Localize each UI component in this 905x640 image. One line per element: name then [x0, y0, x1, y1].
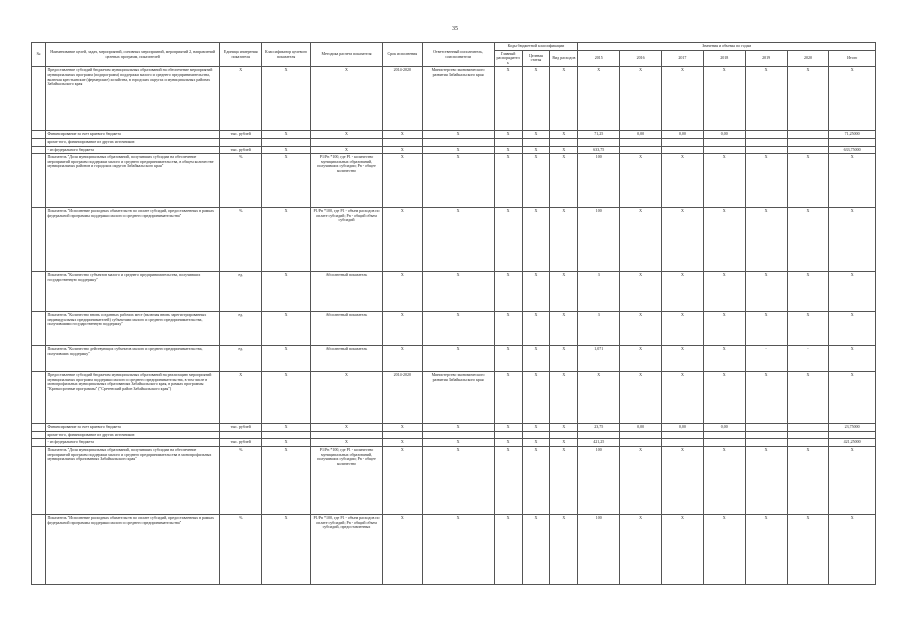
row-total: 71,25000 [829, 131, 876, 139]
row-year-value [578, 431, 620, 439]
row-term: X [383, 146, 423, 154]
row-year-value: 3 [578, 272, 620, 312]
row-year-value: X [620, 67, 662, 131]
row-total: X [829, 514, 876, 584]
row-expense-type: X [550, 446, 578, 514]
row-unit: % [220, 154, 262, 208]
row-year-value: X [703, 446, 745, 514]
table-row [32, 446, 876, 514]
row-attribute: X [262, 514, 311, 584]
row-expense-type: X [550, 272, 578, 312]
row-num [32, 67, 46, 131]
row-year-value: X [620, 346, 662, 372]
header-year: 2015 [578, 50, 620, 67]
table-row [32, 424, 876, 432]
row-term [383, 138, 423, 146]
table-row [32, 312, 876, 346]
row-expense-type: X [550, 67, 578, 131]
table-row [32, 67, 876, 131]
row-method: X [310, 67, 382, 131]
row-method: P1/Pn *100, где P1 - объем расходов по оплате субсидий; Pn - общий объем субсидий [310, 208, 382, 272]
row-year-value [661, 138, 703, 146]
row-year-value: 633,75 [578, 146, 620, 154]
row-method: P1/Pn *100, где P1 - количество муниципальных образований, получивших субсидии; Pn - общее количество [310, 154, 382, 208]
header-method: Методика расчета показателя [310, 43, 382, 67]
row-main-manager: X [494, 146, 522, 154]
row-unit: тыс. рублей [220, 146, 262, 154]
row-expense-type [550, 138, 578, 146]
row-attribute [262, 431, 311, 439]
row-name: кроме того, финансирование из других источников: [45, 138, 219, 146]
row-year-value: 100 [578, 446, 620, 514]
row-main-manager: X [494, 424, 522, 432]
row-year-value: X [661, 372, 703, 424]
row-year-value: 100 [578, 514, 620, 584]
row-total [829, 431, 876, 439]
row-executor: X [422, 312, 494, 346]
row-total: X [829, 208, 876, 272]
row-year-value: X [703, 208, 745, 272]
row-year-value: X [787, 514, 829, 584]
table-row [32, 272, 876, 312]
row-total: X [829, 154, 876, 208]
row-expense-type: X [550, 208, 578, 272]
row-method: X [310, 439, 382, 447]
row-attribute [262, 138, 311, 146]
row-year-value [703, 138, 745, 146]
row-total: X [829, 372, 876, 424]
row-main-manager: X [494, 272, 522, 312]
header-expense-type: Вид расходов [550, 50, 578, 67]
table-row [32, 431, 876, 439]
row-executor: X [422, 208, 494, 272]
row-main-manager: X [494, 67, 522, 131]
row-term: X [383, 446, 423, 514]
row-year-value: X [703, 67, 745, 131]
row-executor: X [422, 514, 494, 584]
row-method [310, 138, 382, 146]
row-main-manager: X [494, 439, 522, 447]
row-year-value [661, 146, 703, 154]
header-main-manager: Главный распорядитель [494, 50, 522, 67]
row-unit: % [220, 446, 262, 514]
header-values-group: Значения и объемы по годам [578, 43, 876, 51]
row-section: X [522, 146, 550, 154]
row-year-value [745, 131, 787, 139]
row-attribute: X [262, 439, 311, 447]
row-year-value [787, 439, 829, 447]
row-year-value [703, 146, 745, 154]
row-year-value: X [787, 67, 829, 131]
row-term: X [383, 131, 423, 139]
row-term: X [383, 208, 423, 272]
row-expense-type: X [550, 372, 578, 424]
row-term: X [383, 346, 423, 372]
row-year-value: X [703, 514, 745, 584]
row-year-value: X [787, 372, 829, 424]
row-attribute: X [262, 446, 311, 514]
row-expense-type: X [550, 424, 578, 432]
row-total [829, 138, 876, 146]
header-term: Срок исполнения [383, 43, 423, 67]
row-expense-type: X [550, 154, 578, 208]
row-year-value: X [703, 372, 745, 424]
row-year-value: X [745, 372, 787, 424]
row-main-manager: X [494, 346, 522, 372]
row-year-value: X [703, 272, 745, 312]
row-year-value [745, 146, 787, 154]
row-term: 2014-2020 [383, 67, 423, 131]
row-year-value [787, 424, 829, 432]
row-year-value: 0,00 [703, 424, 745, 432]
table-row [32, 208, 876, 272]
row-year-value [787, 138, 829, 146]
row-executor [422, 431, 494, 439]
row-year-value: X [745, 514, 787, 584]
row-attribute: X [262, 208, 311, 272]
row-executor: X [422, 446, 494, 514]
row-year-value [745, 439, 787, 447]
table-row [32, 154, 876, 208]
row-attribute: X [262, 272, 311, 312]
header-year: 2016 [620, 50, 662, 67]
row-unit: X [220, 372, 262, 424]
row-attribute: X [262, 312, 311, 346]
row-total: 23,75000 [829, 424, 876, 432]
row-section: X [522, 272, 550, 312]
row-name: Показатель "Исполнение расходных обязательств по оплате субсидий, предоставленных в рамках федеральной программы поддержки малого и среднего предпринимательства" [45, 208, 219, 272]
header-year: 2020 [787, 50, 829, 67]
row-year-value [787, 146, 829, 154]
row-section [522, 431, 550, 439]
row-year-value: - [787, 346, 829, 372]
row-main-manager: X [494, 131, 522, 139]
row-executor: Министерство экономического развития Забайкальского края [422, 372, 494, 424]
row-year-value: X [787, 208, 829, 272]
row-executor: X [422, 146, 494, 154]
table-row [32, 138, 876, 146]
row-section: X [522, 131, 550, 139]
row-year-value: X [620, 208, 662, 272]
header-section: Целевая статья [522, 50, 550, 67]
row-total: X [829, 67, 876, 131]
row-num [32, 272, 46, 312]
row-year-value: X [661, 346, 703, 372]
row-expense-type: X [550, 514, 578, 584]
program-table [31, 42, 876, 585]
row-year-value: X [745, 208, 787, 272]
row-section: X [522, 514, 550, 584]
row-year-value: X [787, 446, 829, 514]
row-year-value: 0,00 [661, 424, 703, 432]
row-name: - из федерального бюджета [45, 439, 219, 447]
table-row [32, 346, 876, 372]
row-term: X [383, 439, 423, 447]
row-year-value [661, 439, 703, 447]
row-year-value: X [620, 154, 662, 208]
row-term: X [383, 514, 423, 584]
row-year-value: X [745, 272, 787, 312]
row-unit: ед. [220, 312, 262, 346]
row-term: 2014-2020 [383, 372, 423, 424]
row-name: Показатель "Доля муниципальных образований, получивших субсидии на обеспечение мероприятий программ поддержки малого и среднего предпринимательства в монопрофильных муниципальных образованиях Забайкальского края" [45, 446, 219, 514]
row-executor: X [422, 154, 494, 208]
header-source-group: Коды бюджетной классификации [494, 43, 578, 51]
row-unit [220, 138, 262, 146]
table-header [32, 43, 876, 67]
row-expense-type [550, 431, 578, 439]
row-section: X [522, 67, 550, 131]
row-section: X [522, 346, 550, 372]
row-year-value: 100 [578, 208, 620, 272]
row-year-value [661, 431, 703, 439]
row-unit: ед. [220, 346, 262, 372]
row-section: X [522, 208, 550, 272]
header-unit: Единица измерения показателя [220, 43, 262, 67]
row-num [32, 424, 46, 432]
row-num [32, 346, 46, 372]
row-unit: % [220, 514, 262, 584]
row-name: Предоставление субсидий бюджетам муниципальных образований на обеспечение мероприятий муниципальных программ (подпрограмм) поддержки малого и среднего предпринимательства, включая крестьянские (фермерские) хозяйства, в городских округах и муниципальных районах Забайкальского края [45, 67, 219, 131]
row-name: Показатель "Доля муниципальных образований, получивших субсидии на обеспечение мероприятий программ поддержки малого и среднего предпринимательства, в общем количестве муниципальных районов и городских округов Забайкальского края" [45, 154, 219, 208]
row-name: Показатель "Количество действующих субъектов малого и среднего предпринимательства, получивших поддержку" [45, 346, 219, 372]
row-expense-type: X [550, 312, 578, 346]
row-total: X [829, 312, 876, 346]
row-year-value [745, 138, 787, 146]
row-attribute: X [262, 424, 311, 432]
row-num [32, 431, 46, 439]
row-executor: X [422, 439, 494, 447]
row-section: X [522, 446, 550, 514]
row-year-value: X [661, 208, 703, 272]
row-num [32, 439, 46, 447]
row-year-value: X [745, 312, 787, 346]
row-year-value: X [578, 67, 620, 131]
row-method: X [310, 372, 382, 424]
page-number: 35 [452, 26, 458, 32]
row-executor: X [422, 131, 494, 139]
row-year-value: 1,071 [578, 346, 620, 372]
row-year-value [787, 131, 829, 139]
row-year-value: 3 [578, 312, 620, 346]
row-unit: ед. [220, 272, 262, 312]
row-year-value [745, 431, 787, 439]
row-term: X [383, 424, 423, 432]
row-attribute: X [262, 154, 311, 208]
row-method: Абсолютный показатель [310, 312, 382, 346]
table-body [32, 67, 876, 585]
row-year-value: X [620, 372, 662, 424]
row-num [32, 372, 46, 424]
row-method: P1/Pn *100, где P1 - количество муниципальных образований, получивших субсидии; Pn - общее количество [310, 446, 382, 514]
row-total: X [829, 446, 876, 514]
row-year-value: X [745, 446, 787, 514]
header-executor: Ответственный исполнитель, соисполнители [422, 43, 494, 67]
row-main-manager [494, 138, 522, 146]
row-total: 421,25000 [829, 439, 876, 447]
row-year-value [620, 439, 662, 447]
row-main-manager: X [494, 208, 522, 272]
row-total: X [829, 272, 876, 312]
row-term: X [383, 272, 423, 312]
row-method: X [310, 146, 382, 154]
row-name: Предоставление субсидий бюджетам муниципальных образований на реализацию мероприятий муниципальных программ поддержки малого и среднего предпринимательства, в том числе в монопрофильных муниципальных образованиях Забайкальского края, в рамках программы "Краткосрочные программы" ("Сретенский район Забайкальского края") [45, 372, 219, 424]
row-year-value: 0,00 [620, 131, 662, 139]
row-unit: тыс. рублей [220, 424, 262, 432]
row-year-value [578, 138, 620, 146]
row-section: X [522, 372, 550, 424]
row-expense-type: X [550, 439, 578, 447]
table-row [32, 131, 876, 139]
row-attribute: X [262, 131, 311, 139]
row-method: Абсолютный показатель [310, 272, 382, 312]
row-name: Финансирование за счет краевого бюджета [45, 131, 219, 139]
row-unit: тыс. рублей [220, 439, 262, 447]
row-year-value: X [787, 154, 829, 208]
row-year-value: X [661, 446, 703, 514]
row-num [32, 312, 46, 346]
row-year-value: X [703, 312, 745, 346]
row-year-value: X [661, 67, 703, 131]
row-method: P1/Pn *100, где P1 - объем расходов по оплате субсидий; Pn - общий объем субсидий, предоставленных [310, 514, 382, 584]
row-year-value: X [745, 154, 787, 208]
row-section: X [522, 312, 550, 346]
row-total: X [829, 346, 876, 372]
row-method: Абсолютный показатель [310, 346, 382, 372]
row-year-value: X [661, 312, 703, 346]
row-year-value: X [661, 154, 703, 208]
header-year: 2018 [703, 50, 745, 67]
row-executor: X [422, 424, 494, 432]
row-method: X [310, 424, 382, 432]
row-year-value: X [620, 312, 662, 346]
row-num [32, 138, 46, 146]
row-method: X [310, 131, 382, 139]
row-year-value: X [620, 514, 662, 584]
row-method [310, 431, 382, 439]
row-attribute: X [262, 372, 311, 424]
row-name: Показатель "Исполнение расходных обязательств по оплате субсидий, предоставленных в рамках федеральной программы поддержки малого и среднего предпринимательства" [45, 514, 219, 584]
row-name: кроме того, финансирование из других источников: [45, 431, 219, 439]
row-num [32, 154, 46, 208]
header-num: № [32, 43, 46, 67]
row-num [32, 131, 46, 139]
row-section: X [522, 439, 550, 447]
row-year-value: X [787, 312, 829, 346]
row-executor: Министерство экономического развития Забайкальского края [422, 67, 494, 131]
row-year-value [703, 431, 745, 439]
header-name: Наименование целей, задач, мероприятий, основных мероприятий, мероприятий 2, направлений целевых программ, показателей [45, 43, 219, 67]
row-year-value [620, 138, 662, 146]
row-year-value [703, 439, 745, 447]
row-name: - из федерального бюджета [45, 146, 219, 154]
row-term [383, 431, 423, 439]
table-row [32, 372, 876, 424]
row-year-value: X [620, 272, 662, 312]
row-main-manager: X [494, 514, 522, 584]
row-year-value: X [703, 154, 745, 208]
row-executor: X [422, 272, 494, 312]
row-name: Показатель "Количество вновь созданных рабочих мест (включая вновь зарегистрированных индивидуальных предпринимателей) субъектами малого и среднего предпринимательства, получившими государственную поддержку" [45, 312, 219, 346]
table-row [32, 514, 876, 584]
row-year-value [745, 424, 787, 432]
row-unit: X [220, 67, 262, 131]
row-year-value [620, 431, 662, 439]
row-year-value: X [620, 446, 662, 514]
row-year-value: X [787, 272, 829, 312]
row-year-value [620, 146, 662, 154]
row-num [32, 146, 46, 154]
row-year-value: X [578, 372, 620, 424]
header-year: 2019 [745, 50, 787, 67]
row-num [32, 446, 46, 514]
row-year-value: 421,25 [578, 439, 620, 447]
row-year-value: X [703, 346, 745, 372]
row-main-manager: X [494, 372, 522, 424]
row-expense-type: X [550, 131, 578, 139]
row-section: X [522, 424, 550, 432]
row-year-value: 23,75 [578, 424, 620, 432]
table-row [32, 439, 876, 447]
row-term: X [383, 154, 423, 208]
row-attribute: X [262, 346, 311, 372]
table-row [32, 146, 876, 154]
row-expense-type: X [550, 346, 578, 372]
row-year-value: X [661, 272, 703, 312]
row-year-value: 0,00 [703, 131, 745, 139]
row-unit: тыс. рублей [220, 131, 262, 139]
row-expense-type: X [550, 146, 578, 154]
row-year-value: 71,25 [578, 131, 620, 139]
row-name: Показатель "Количество субъектов малого и среднего предпринимательства, получивших государственную поддержку" [45, 272, 219, 312]
header-attribute: Классификатор целевого показателя [262, 43, 311, 67]
row-name: Финансирование за счет краевого бюджета [45, 424, 219, 432]
row-main-manager [494, 431, 522, 439]
row-year-value: X [661, 514, 703, 584]
row-main-manager: X [494, 446, 522, 514]
row-executor [422, 138, 494, 146]
row-num [32, 208, 46, 272]
row-num [32, 514, 46, 584]
row-main-manager: X [494, 312, 522, 346]
row-unit: % [220, 208, 262, 272]
row-main-manager: X [494, 154, 522, 208]
row-total: 633,75000 [829, 146, 876, 154]
row-year-value: X [745, 67, 787, 131]
row-unit [220, 431, 262, 439]
row-attribute: X [262, 67, 311, 131]
row-section: X [522, 154, 550, 208]
header-year: 2017 [661, 50, 703, 67]
row-year-value: 0,00 [620, 424, 662, 432]
row-attribute: X [262, 146, 311, 154]
row-term: X [383, 312, 423, 346]
row-executor: X [422, 346, 494, 372]
row-section [522, 138, 550, 146]
header-total: Итого [829, 50, 876, 67]
row-year-value [787, 431, 829, 439]
row-year-value: 100 [578, 154, 620, 208]
row-year-value: - [745, 346, 787, 372]
row-year-value: 0,00 [661, 131, 703, 139]
